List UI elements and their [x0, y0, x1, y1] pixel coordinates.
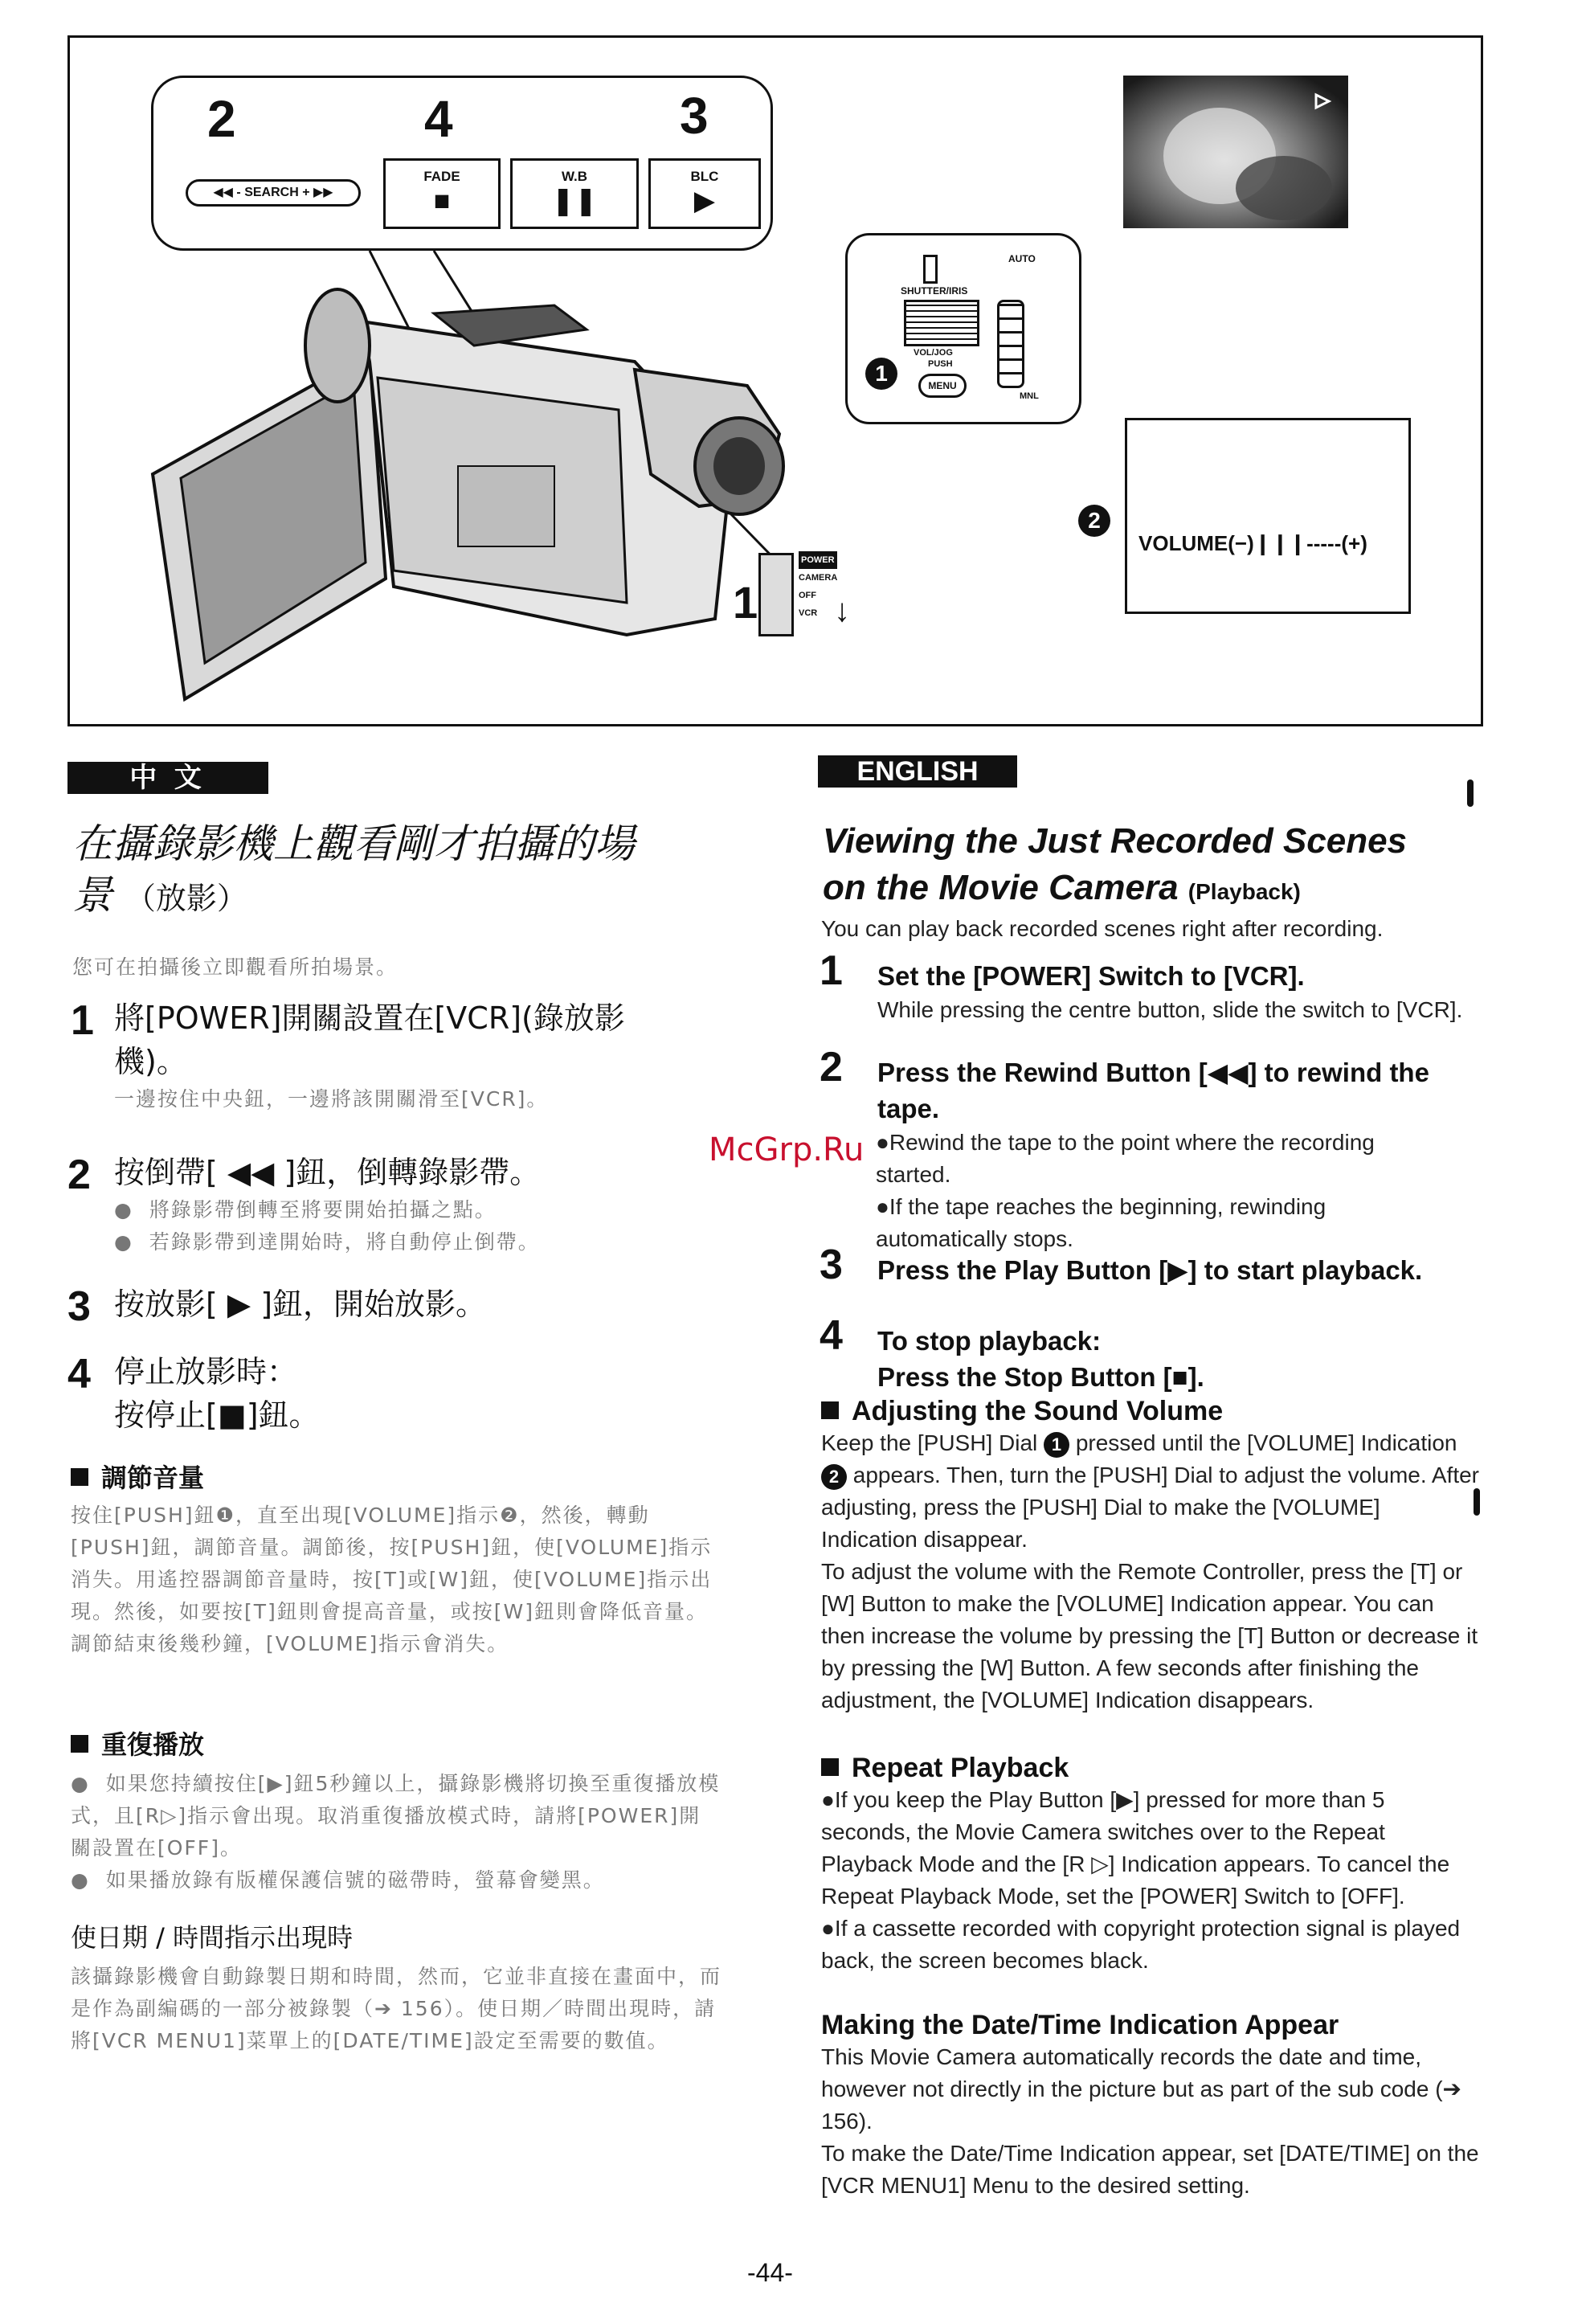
english-repeat-bullet: ●If you keep the Play Button [▶] pressed for more than 5 seconds, the Movie Camera switches over to the Repeat Playback Mode and the [R ▷] Indication appears. To cancel the Repeat Playback Mode, set the [POWER] Switch to [OFF]. — [821, 1787, 1450, 1909]
search-button: ◀◀ - SEARCH + ▶▶ — [186, 179, 361, 207]
english-sound-p1-part: pressed until the [VOLUME] Indication — [1075, 1430, 1457, 1455]
english-step-4-number: 4 — [820, 1312, 843, 1359]
english-date-body — [821, 2041, 1480, 2202]
chinese-repeat-bullet: ● 如果您持續按住[▶]鈕5秒鐘以上，攝錄影機將切換至重復播放模式，且[R▷]指示會出現。取消重復播放模式時，請將[POWER]開關設置在[OFF]。 — [71, 1772, 721, 1860]
off-label: OFF — [799, 591, 816, 600]
chinese-title — [72, 818, 715, 924]
english-sound-p1-part: appears. Then, turn the [PUSH] Dial to adjust the volume. After adjusting, press the [PUSH] Dial to make the [VOLUME] Indication disappear. — [821, 1463, 1480, 1552]
english-title-line1: Viewing the Just Recorded Scenes — [823, 821, 1408, 861]
vcr-label: VCR — [799, 608, 818, 618]
english-step-2-number: 2 — [820, 1044, 843, 1090]
english-step-3 — [877, 1252, 1456, 1288]
english-step-4-heading: To stop playback: — [877, 1326, 1102, 1356]
chinese-step-2-bullet-text: 將錄影帶倒轉至將要開始拍攝之點。 — [149, 1198, 497, 1221]
chinese-repeat-bullets — [71, 1768, 721, 1896]
english-sound-p1-part: Keep the [PUSH] Dial — [821, 1430, 1038, 1455]
volume-indication-text: VOLUME(−)❙❙❙‑‑‑‑‑(+) — [1138, 531, 1367, 555]
chinese-step-4-number: 4 — [67, 1351, 91, 1397]
chinese-step-3 — [67, 1283, 726, 1330]
english-sound-paragraph-1 — [821, 1427, 1480, 1556]
english-sound-paragraph-2: To adjust the volume with the Remote Controller, press the [T] or [W] Button to make the [VOLUME] Indication appear. You can then increase the volume by pressing the [T] Button or decrease it by pressing the [W] Button. A few seconds after finishing the adjustment, the [VOLUME] Indication disappears. — [821, 1559, 1478, 1712]
volume-indication-screen — [1125, 418, 1411, 614]
push-label: PUSH — [928, 359, 953, 369]
chinese-step-4-text: 停止放影時： — [114, 1354, 298, 1389]
callout-1: 1 — [733, 577, 758, 628]
menu-button: MENU — [918, 374, 967, 398]
english-step-2 — [877, 1054, 1456, 1127]
circle-number-2-ref: 2 — [821, 1464, 847, 1490]
camcorder-illustration — [137, 233, 844, 715]
shutter-iris-label: SHUTTER/IRIS — [901, 285, 968, 297]
chinese-title-paren: （放影） — [125, 881, 247, 916]
english-step-4-heading2: Press the Stop Button [■]. — [877, 1362, 1204, 1392]
english-step-2-bullet: ●Rewind the tape to the point where the recording started. — [876, 1130, 1375, 1187]
english-title-line2-text: on the Movie Camera — [823, 868, 1179, 907]
callout-4: 4 — [424, 90, 453, 148]
voljog-label: VOL/JOG — [914, 348, 953, 358]
power-switch-labels — [799, 551, 837, 622]
chinese-step-2-number: 2 — [67, 1152, 91, 1198]
push-dial-icon — [904, 300, 979, 346]
circle-number-2: 2 — [1078, 505, 1110, 537]
english-date-paragraph-2: To make the Date/Time Indication appear, set [DATE/TIME] on the [VCR MENU1] Menu to the desired setting. — [821, 2141, 1479, 2198]
chinese-language-badge: 中 文 — [67, 762, 268, 794]
chinese-repeat-heading — [71, 1728, 204, 1761]
dial-panel-callout — [845, 233, 1081, 424]
english-date-heading: Making the Date/Time Indication Appear — [821, 2010, 1339, 2040]
fade-button: FADE ■ — [383, 158, 501, 229]
chinese-step-4-text2: 按停止[■]鈕。 — [114, 1397, 320, 1433]
chinese-date-body: 該攝錄影機會自動錄製日期和時間，然而，它並非直接在畫面中，而是作為副編碼的一部分被錄製（➔ 156）。使日期／時間出現時，請將[VCR MENU1]菜單上的[DATE/TIME]設定至需要的數值。 — [71, 1965, 722, 2052]
english-intro: You can play back recorded scenes right after recording. — [821, 916, 1384, 941]
english-repeat-bullets — [821, 1784, 1480, 1977]
chinese-step-2-text: 按倒帶[ ◀◀ ]鈕，倒轉錄影帶。 — [114, 1155, 541, 1190]
chinese-step-2-bullet: ● 若錄影帶到達開始時，將自動停止倒帶。 — [114, 1230, 540, 1254]
chinese-step-1-number: 1 — [71, 997, 94, 1044]
chinese-sound-heading — [71, 1461, 204, 1495]
margin-mark — [1474, 1488, 1480, 1516]
chinese-sound-body: 按住[PUSH]鈕❶，直至出現[VOLUME]指示❷，然後，轉動[PUSH]鈕，調節音量。調節後，按[PUSH]鈕，使[VOLUME]指示消失。用遙控器調節音量時，按[T]或[W]鈕，使[VOLUME]指示出現。然後，如要按[T]鈕則會提高音量，或按[W]鈕則會降低音量。調節結束後幾秒鐘，[VOLUME]指示會消失。 — [71, 1504, 713, 1655]
power-label: POWER — [799, 551, 837, 569]
camera-label: CAMERA — [799, 573, 838, 583]
watermark: McGrp.Ru — [709, 1131, 865, 1168]
chinese-step-4 — [67, 1350, 726, 1437]
chinese-intro: 您可在拍攝後立即觀看所拍場景。 — [72, 955, 399, 979]
english-sound-heading — [821, 1393, 1223, 1429]
english-step-1-heading: Set the [POWER] Switch to [VCR]. — [877, 961, 1305, 991]
wb-button: W.B ❚❚ — [510, 158, 639, 229]
english-step-1 — [877, 958, 1520, 1026]
mode-switch — [923, 255, 938, 284]
circle-number-1-ref: 1 — [1044, 1432, 1069, 1458]
playback-screen-image — [1123, 76, 1348, 228]
mnl-label: MNL — [1020, 391, 1039, 401]
auto-label: AUTO — [1008, 253, 1036, 264]
english-language-badge: ENGLISH — [818, 755, 1017, 788]
chinese-title-line1: 在攝錄影機上觀看剛才拍攝的場 — [72, 820, 635, 867]
chinese-step-3-text: 按放影[ ▶ ]鈕，開始放影。 — [114, 1287, 487, 1322]
english-step-4 — [877, 1323, 1488, 1395]
chinese-step-3-number: 3 — [67, 1283, 91, 1330]
chinese-repeat-bullet-text: 如果您持續按住[▶]鈕5秒鐘以上，攝錄影機將切換至重復播放模式，且[R▷]指示會出現。取消重復播放模式時，請將[POWER]開關設置在[OFF]。 — [71, 1772, 721, 1860]
english-step-3-heading: Press the Play Button [▶] to start playback. — [877, 1255, 1423, 1285]
chinese-title-line2 — [72, 869, 715, 924]
english-step-3-number: 3 — [820, 1242, 843, 1288]
english-step-1-number: 1 — [820, 947, 843, 994]
chinese-step-1-text: 將[POWER]開關設置在[VCR](錄放影 — [114, 1000, 625, 1036]
english-title-paren: (Playback) — [1187, 879, 1301, 904]
chinese-repeat-heading-text: 重復播放 — [101, 1729, 205, 1760]
english-step-2-bullet: ●If the tape reaches the beginning, rewinding automatically stops. — [876, 1194, 1326, 1251]
chinese-step-2-bullet-text: 若錄影帶到達開始時，將自動停止倒帶。 — [149, 1230, 540, 1254]
english-title-line2 — [823, 865, 1514, 915]
callout-2: 2 — [207, 90, 236, 148]
callout-3: 3 — [680, 87, 709, 145]
chinese-repeat-bullet-text: 如果播放錄有版權保護信號的磁帶時，螢幕會變黑。 — [105, 1868, 605, 1892]
chinese-step-1-text2: 機)。 — [114, 1044, 187, 1079]
chinese-step-2 — [67, 1151, 726, 1258]
english-title — [823, 818, 1514, 915]
english-repeat-bullet: ●If a cassette recorded with copyright protection signal is played back, the screen becomes black. — [821, 1916, 1461, 1973]
english-sound-body — [821, 1427, 1480, 1716]
english-step-2-heading: Press the Rewind Button [◀◀] to rewind the tape. — [877, 1058, 1429, 1123]
english-date-paragraph-1: This Movie Camera automatically records the date and time, however not directly in the picture but as part of the sub code (➔ 156). — [821, 2044, 1462, 2134]
blc-button: BLC ▶ — [648, 158, 761, 229]
chinese-sound-heading-text: 調節音量 — [101, 1463, 205, 1493]
down-arrow-icon: ↓ — [834, 593, 850, 628]
english-step-2-bullets — [876, 1127, 1454, 1255]
chinese-step-1-sub: 一邊按住中央鈕，一邊將該開關滑至[VCR]。 — [114, 1087, 549, 1111]
english-repeat-heading-text: Repeat Playback — [852, 1753, 1069, 1783]
chinese-repeat-bullet: ● 如果播放錄有版權保護信號的磁帶時，螢幕會變黑。 — [71, 1868, 605, 1892]
chinese-step-2-bullet: ● 將錄影帶倒轉至將要開始拍攝之點。 — [114, 1198, 497, 1221]
power-switch — [758, 553, 794, 636]
margin-mark — [1467, 779, 1474, 807]
english-step-1-body: While pressing the centre button, slide the switch to [VCR]. — [877, 997, 1463, 1022]
auto-manual-switch — [997, 300, 1024, 388]
page-number: -44- — [747, 2258, 793, 2287]
english-repeat-heading — [821, 1750, 1069, 1786]
chinese-date-heading: 使日期 / 時間指示出現時 — [71, 1922, 354, 1953]
chinese-step-1 — [71, 996, 730, 1115]
english-sound-heading-text: Adjusting the Sound Volume — [852, 1396, 1224, 1426]
chinese-title-word: 景 — [72, 872, 112, 919]
circle-number-1: 1 — [865, 358, 897, 390]
